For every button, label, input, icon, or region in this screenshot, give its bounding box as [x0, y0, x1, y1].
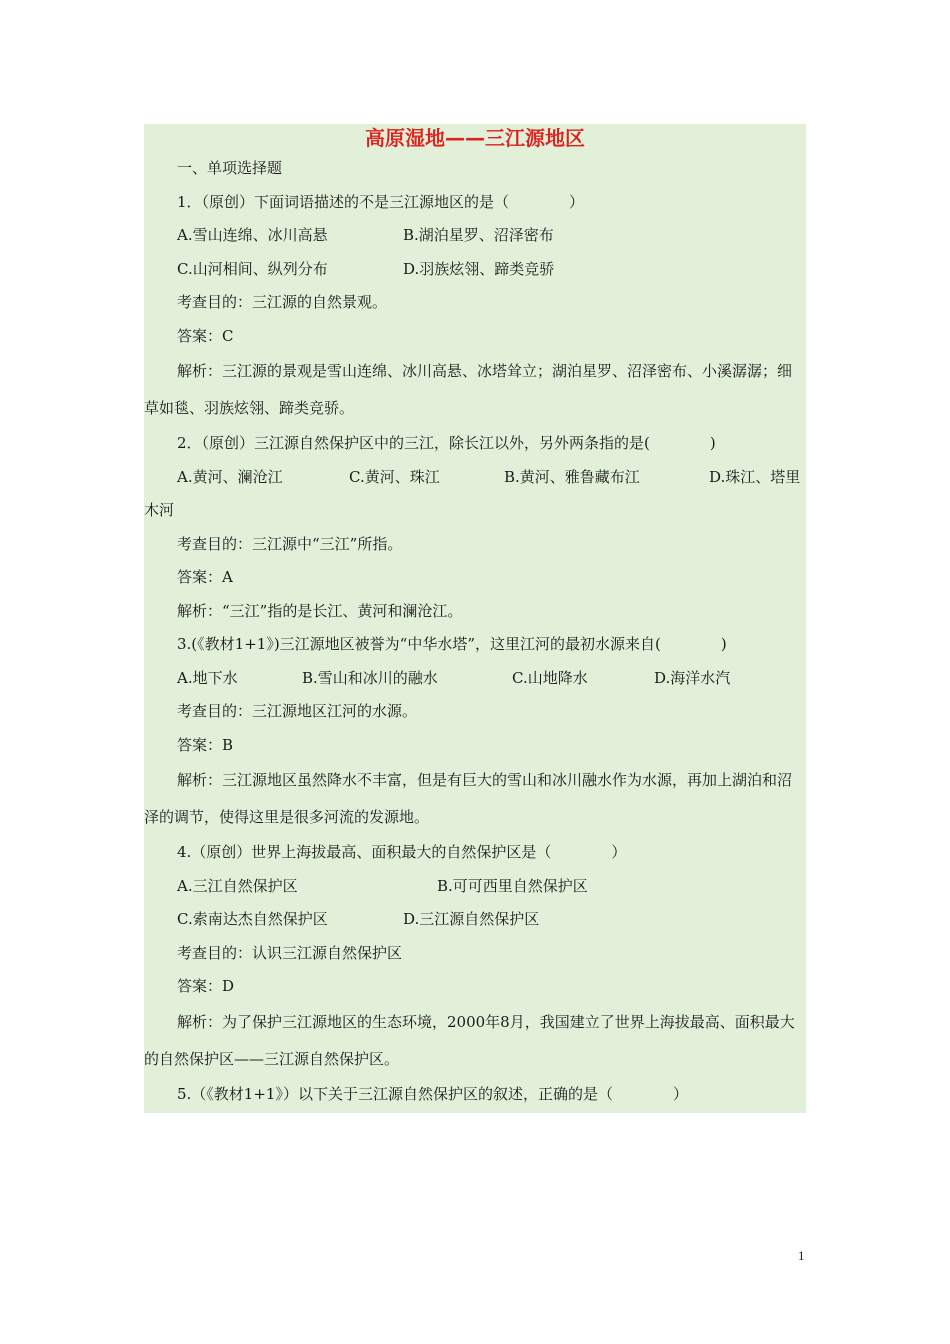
q2-purpose: 考查目的：三江源中“三江”所指。: [177, 534, 403, 553]
q2-option-4: D.珠江、塔里: [709, 467, 801, 486]
q2-explanation: 解析：“三江”指的是长江、黄河和澜沧江。: [177, 601, 463, 620]
q4-purpose: 考查目的：认识三江源自然保护区: [177, 943, 403, 962]
q2-stem: 2．（原创）三江源自然保护区中的三江，除长江以外，另外两条指的是( ): [177, 434, 716, 452]
q3-purpose: 考查目的：三江源地区江河的水源。: [177, 702, 418, 720]
q2-option-4-continued: 木河: [144, 501, 175, 519]
q4-option-a: A.三江自然保护区: [177, 876, 298, 895]
q1-options-row2: [144, 253, 806, 287]
q1-answer: 答案：C: [177, 326, 234, 345]
q1-explanation: 解析：三江源的景观是雪山连绵、冰川高悬、冰塔耸立；湖泊星罗、沼泽密布、小溪潺潺；细草如毯、羽族炫翎、蹄类竞骄。: [144, 362, 793, 417]
q4-explanation: 解析：为了保护三江源地区的生态环境，2000年8月，我国建立了世界上海拔最高、面积最大的自然保护区——三江源自然保护区。: [144, 1012, 795, 1068]
q4-stem: 4.（原创）世界上海拔最高、面积最大的自然保护区是（ ）: [177, 843, 627, 861]
q1-option-d: D.羽族炫翎、蹄类竞骄: [403, 259, 555, 278]
q2-option-1: A.黄河、澜沧江: [177, 467, 283, 486]
q3-answer: 答案：B: [177, 735, 234, 754]
q5-stem: 5.（《教材1+1》）以下关于三江源自然保护区的叙述，正确的是（ ）: [177, 1084, 688, 1103]
section-heading: 一、单项选择题: [177, 159, 283, 177]
page-number: 1: [798, 1248, 805, 1263]
q4-options-row1: [144, 870, 806, 904]
q1-purpose: 考查目的：三江源的自然景观。: [177, 293, 388, 311]
q3-stem: 3.(《教材1+1》)三江源地区被誉为“中华水塔”，这里江河的最初水源来自( ): [177, 635, 727, 653]
q2-option-3: B.黄河、雅鲁藏布江: [504, 467, 640, 486]
q4-option-c: C.索南达杰自然保护区: [177, 910, 328, 928]
q4-option-b: B.可可西里自然保护区: [437, 876, 588, 895]
q1-option-c: C.山河相间、纵列分布: [177, 259, 328, 278]
q2-options: [144, 461, 806, 495]
q3-options: [144, 662, 806, 696]
q2-answer: 答案：A: [177, 568, 233, 586]
document-body: [144, 124, 806, 1113]
q3-explanation: 解析：三江源地区虽然降水不丰富，但是有巨大的雪山和冰川融水作为水源，再加上湖泊和沼泽的调节，使得这里是很多河流的发源地。: [144, 771, 793, 826]
q2-option-2: C.黄河、珠江: [349, 467, 440, 486]
q1-options-row1: [144, 219, 806, 253]
q4-option-d: D.三江源自然保护区: [403, 910, 540, 928]
q4-options-row2: [144, 903, 806, 937]
q1-stem: 1．（原创）下面词语描述的不是三江源地区的是（ ）: [177, 192, 585, 211]
q1-option-a: A.雪山连绵、冰川高悬: [177, 226, 328, 244]
q3-option-d: D.海洋水汽: [654, 668, 731, 687]
q4-answer: 答案：D: [177, 977, 235, 995]
q1-option-b: B.湖泊星罗、沼泽密布: [403, 226, 554, 244]
q3-option-c: C.山地降水: [512, 668, 588, 687]
q3-option-b: B.雪山和冰川的融水: [302, 668, 438, 687]
q3-option-a: A.地下水: [177, 668, 238, 687]
doc-title: 高原湿地——三江源地区: [365, 126, 585, 150]
